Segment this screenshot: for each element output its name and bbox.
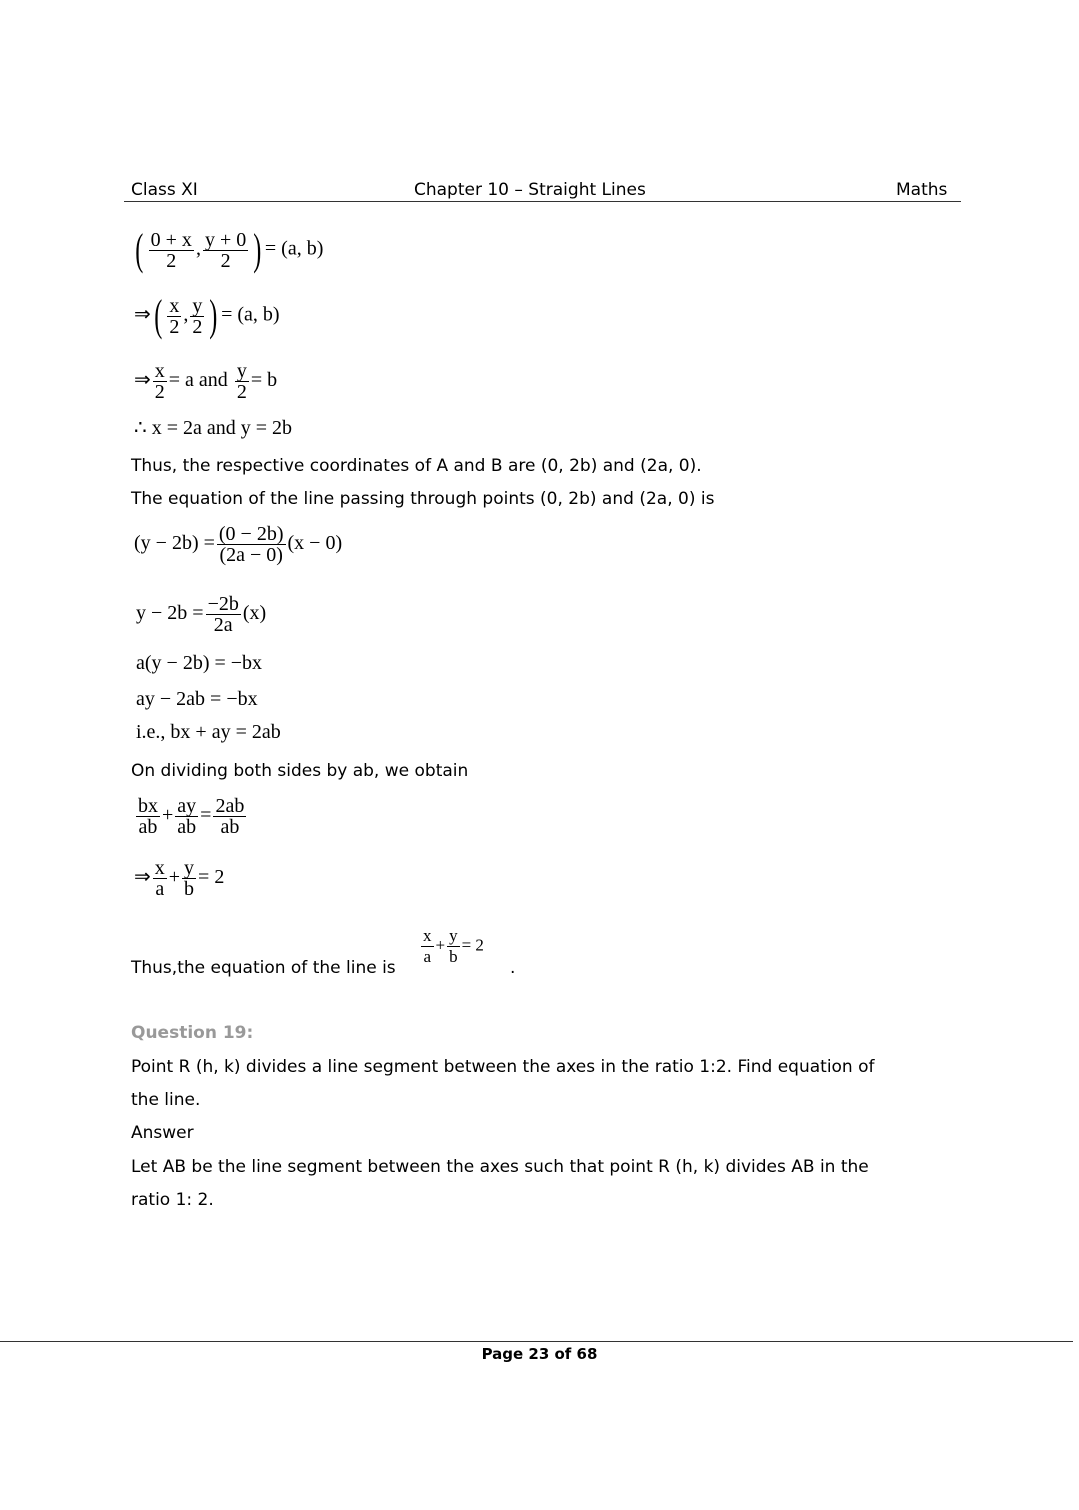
header-chapter: Chapter 10 – Straight Lines (414, 180, 646, 200)
header-rule (124, 201, 961, 202)
paragraph-dividing: On dividing both sides by ab, we obtain (131, 761, 469, 781)
equation-multiply: a(y − 2b) = −bx (136, 652, 263, 674)
equation-divided: $\frac{bx}{ab}$ + $\frac{ay}{ab}$ = $\frac{2ab}{ab}$ (138, 795, 245, 838)
equation-expand: ay − 2ab = −bx (136, 688, 258, 710)
answer-label: Answer (131, 1123, 194, 1143)
paragraph-line-equation-intro: The equation of the line passing through points (0, 2b) and (2a, 0) is (131, 489, 715, 509)
answer-text-line1: Let AB be the line segment between the axes such that point R (h, k) divides AB in the (131, 1157, 869, 1177)
equation-midpoint: ( $\frac{0 + x}{2}$ , $\frac{y + 0}{2}$ ) = (a, b) (135, 225, 324, 274)
page-number: Page 23 of 68 (481, 1345, 598, 1363)
answer-text-line2: ratio 1: 2. (131, 1190, 214, 1210)
footer-rule (0, 1341, 1073, 1342)
header-class: Class XI (131, 180, 198, 200)
equation-implies-midpoint: ⇒( $\frac{x}{2}$ , $\frac{y}{2}$ ) = (a, b) (134, 291, 280, 340)
equation-components: ⇒ $\frac{x}{2}$ = a and $\frac{y}{2}$ = b (134, 360, 278, 403)
equation-conclusion: $\frac{x}{a}$ + $\frac{y}{b}$ = 2 (423, 926, 484, 966)
paragraph-coordinates: Thus, the respective coordinates of A and B are (0, 2b) and (2a, 0). (131, 456, 702, 476)
paragraph-conclusion: Thus,the equation of the line is (131, 958, 396, 978)
header-subject: Maths (896, 180, 948, 200)
question-label: Question 19: (131, 1023, 254, 1043)
question-text-line1: Point R (h, k) divides a line segment between the axes in the ratio 1:2. Find equation of (131, 1057, 875, 1077)
equation-two-point-form: (y − 2b) = $\frac{(0 - 2b)}{(2a - 0)}$ (x − 0) (134, 523, 343, 566)
conclusion-period: . (510, 958, 516, 978)
equation-rearranged: i.e., bx + ay = 2ab (136, 721, 281, 743)
equation-intercept-form: ⇒ $\frac{x}{a}$ + $\frac{y}{b}$ = 2 (134, 857, 225, 900)
equation-simplified: y − 2b = $\frac{-2b}{2a}$ (x) (136, 593, 267, 636)
question-text-line2: the line. (131, 1090, 201, 1110)
equation-therefore: ∴ x = 2a and y = 2b (134, 417, 293, 439)
